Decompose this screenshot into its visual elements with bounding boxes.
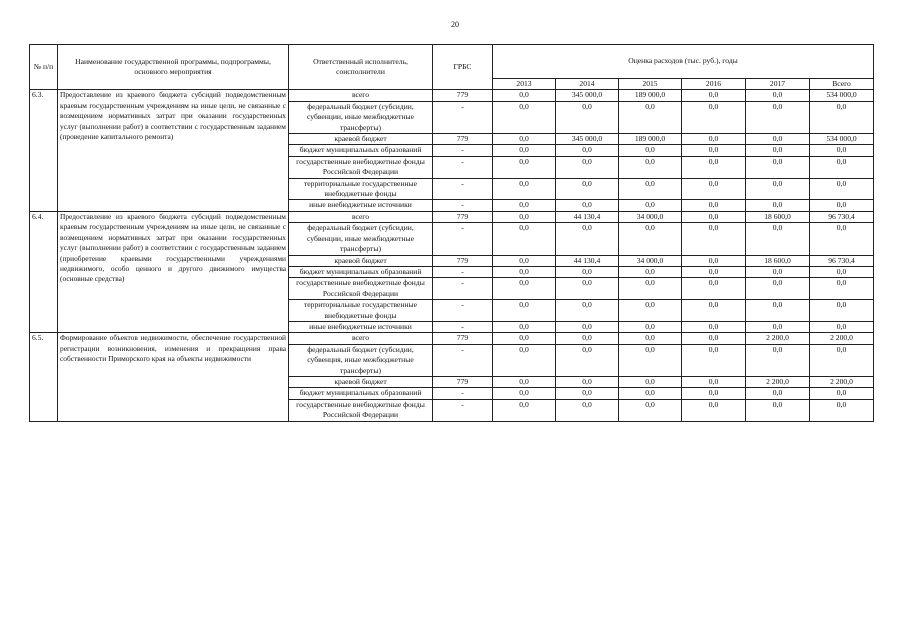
section-name: Предоставление из краевого бюджета субсидий подведомственным краевым государственным учреждениям на иные цели, не связанные с возмещением нормативных затрат при оказании государственных услуг (выполнении работ) в соответствии с государственным заданием (приобретение краевыми государственными учреждениями недвижимого, особо ценного и другого движимого имущества (основные средства) (58, 211, 289, 332)
year-value: 0,0 (619, 376, 682, 387)
total-value: 0,0 (810, 200, 874, 211)
total-value: 0,0 (810, 101, 874, 133)
header-year: 2014 (556, 79, 619, 90)
funding-source: федеральный бюджет (субсидии, субвенция, иные межбюджетные трансферты) (289, 344, 433, 376)
funding-source: территориальные государственные внебюджетные фонды (289, 300, 433, 322)
year-value: 0,0 (493, 278, 556, 300)
total-value: 534 000,0 (810, 134, 874, 145)
total-value: 0,0 (810, 178, 874, 200)
table-body (30, 90, 874, 421)
year-value: 0,0 (682, 278, 746, 300)
year-value: 0,0 (682, 90, 746, 101)
year-value: 0,0 (556, 156, 619, 178)
grbs-code: 779 (433, 376, 493, 387)
header-total: Всего (810, 79, 874, 90)
year-value: 18 600,0 (746, 211, 810, 222)
total-value: 0,0 (810, 278, 874, 300)
funding-source: краевой бюджет (289, 376, 433, 387)
funding-source: государственные внебюджетные фонды Российской Федерации (289, 156, 433, 178)
year-value: 0,0 (493, 321, 556, 332)
year-value: 0,0 (682, 101, 746, 133)
funding-source: иные внебюджетные источники (289, 200, 433, 211)
funding-source: бюджет муниципальных образований (289, 145, 433, 156)
year-value: 0,0 (493, 200, 556, 211)
year-value: 0,0 (746, 300, 810, 322)
year-value: 0,0 (746, 101, 810, 133)
funding-source: федеральный бюджет (субсидии, субвенции, иные межбюджетные трансферты) (289, 101, 433, 133)
year-value: 0,0 (619, 145, 682, 156)
year-value: 0,0 (556, 266, 619, 277)
year-value: 189 000,0 (619, 134, 682, 145)
funding-source: краевой бюджет (289, 255, 433, 266)
table-row (30, 211, 874, 222)
year-value: 0,0 (746, 90, 810, 101)
year-value: 0,0 (619, 344, 682, 376)
funding-source: федеральный бюджет (субсидии, субвенции, иные межбюджетные трансферты) (289, 223, 433, 255)
header-program-name: Наименование государственной программы, подпрограммы, основного мероприятия (58, 45, 289, 90)
year-value: 0,0 (619, 388, 682, 399)
total-value: 0,0 (810, 266, 874, 277)
year-value: 0,0 (682, 255, 746, 266)
funding-source: всего (289, 333, 433, 344)
year-value: 0,0 (493, 399, 556, 421)
year-value: 0,0 (746, 178, 810, 200)
total-value: 0,0 (810, 145, 874, 156)
year-value: 0,0 (746, 134, 810, 145)
year-value: 0,0 (682, 376, 746, 387)
total-value: 96 730,4 (810, 211, 874, 222)
section-number: 6.4. (30, 211, 58, 332)
year-value: 0,0 (619, 399, 682, 421)
table-row (30, 90, 874, 101)
year-value: 0,0 (619, 321, 682, 332)
year-value: 0,0 (556, 178, 619, 200)
year-value: 0,0 (556, 200, 619, 211)
year-value: 0,0 (493, 156, 556, 178)
page-number: 20 (451, 20, 459, 29)
year-value: 0,0 (619, 178, 682, 200)
total-value: 0,0 (810, 223, 874, 255)
funding-source: краевой бюджет (289, 134, 433, 145)
grbs-code: 779 (433, 134, 493, 145)
year-value: 0,0 (619, 333, 682, 344)
grbs-code: - (433, 321, 493, 332)
grbs-code: 779 (433, 211, 493, 222)
section-name: Предоставление из краевого бюджета субсидий подведомственным краевым государственным учреждениям на иные цели, не связанные с возмещением нормативных затрат при оказании государственных услуг (выполнении работ) в соответствии с государственным заданием (проведение капитального ремонта) (58, 90, 289, 211)
year-value: 0,0 (746, 200, 810, 211)
year-value: 0,0 (556, 376, 619, 387)
year-value: 0,0 (746, 278, 810, 300)
year-value: 0,0 (493, 266, 556, 277)
year-value: 34 000,0 (619, 255, 682, 266)
year-value: 0,0 (493, 101, 556, 133)
funding-source: бюджет муниципальных образований (289, 266, 433, 277)
total-value: 2 200,0 (810, 376, 874, 387)
year-value: 0,0 (556, 101, 619, 133)
year-value: 345 000,0 (556, 90, 619, 101)
grbs-code: 779 (433, 255, 493, 266)
section-name: Формирование объектов недвижимости, обеспечение государственной регистрации возникновения, изменения и прекращения права собственности Приморского края на объекты недвижимости (58, 333, 289, 421)
header-executor: Ответственный исполнитель, соисполнители (289, 45, 433, 90)
year-value: 0,0 (682, 178, 746, 200)
funding-source: всего (289, 90, 433, 101)
total-value: 0,0 (810, 300, 874, 322)
year-value: 44 130,4 (556, 211, 619, 222)
year-value: 0,0 (556, 399, 619, 421)
year-value: 0,0 (682, 333, 746, 344)
year-value: 0,0 (682, 145, 746, 156)
year-value: 0,0 (556, 321, 619, 332)
total-value: 2 200,0 (810, 333, 874, 344)
total-value: 0,0 (810, 321, 874, 332)
year-value: 0,0 (556, 344, 619, 376)
year-value: 0,0 (493, 388, 556, 399)
total-value: 0,0 (810, 344, 874, 376)
total-value: 0,0 (810, 399, 874, 421)
year-value: 0,0 (746, 399, 810, 421)
year-value: 0,0 (682, 211, 746, 222)
year-value: 34 000,0 (619, 211, 682, 222)
grbs-code: - (433, 223, 493, 255)
year-value: 2 200,0 (746, 333, 810, 344)
funding-source: государственные внебюджетные фонды Российской Федерации (289, 399, 433, 421)
grbs-code: - (433, 278, 493, 300)
year-value: 18 600,0 (746, 255, 810, 266)
year-value: 0,0 (493, 90, 556, 101)
year-value: 0,0 (619, 266, 682, 277)
year-value: 0,0 (556, 388, 619, 399)
year-value: 0,0 (493, 145, 556, 156)
total-value: 0,0 (810, 156, 874, 178)
year-value: 0,0 (619, 300, 682, 322)
year-value: 0,0 (682, 156, 746, 178)
total-value: 0,0 (810, 388, 874, 399)
year-value: 0,0 (556, 333, 619, 344)
grbs-code: - (433, 399, 493, 421)
year-value: 0,0 (493, 211, 556, 222)
year-value: 0,0 (746, 266, 810, 277)
year-value: 2 200,0 (746, 376, 810, 387)
year-value: 0,0 (619, 156, 682, 178)
funding-source: государственные внебюджетные фонды Российской Федерации (289, 278, 433, 300)
grbs-code: - (433, 200, 493, 211)
year-value: 0,0 (746, 156, 810, 178)
grbs-code: 779 (433, 90, 493, 101)
year-value: 0,0 (746, 321, 810, 332)
year-value: 0,0 (746, 388, 810, 399)
grbs-code: - (433, 178, 493, 200)
grbs-code: 779 (433, 333, 493, 344)
year-value: 0,0 (556, 223, 619, 255)
year-value: 0,0 (682, 266, 746, 277)
year-value: 0,0 (682, 321, 746, 332)
header-grbs: ГРБС (433, 45, 493, 90)
grbs-code: - (433, 344, 493, 376)
year-value: 0,0 (493, 134, 556, 145)
year-value: 0,0 (493, 344, 556, 376)
year-value: 0,0 (493, 333, 556, 344)
year-value: 0,0 (619, 278, 682, 300)
year-value: 0,0 (619, 200, 682, 211)
header-num: № п/п (30, 45, 58, 90)
header-year: 2017 (746, 79, 810, 90)
year-value: 0,0 (493, 178, 556, 200)
year-value: 0,0 (682, 388, 746, 399)
year-value: 0,0 (493, 300, 556, 322)
funding-source: иные внебюджетные источники (289, 321, 433, 332)
year-value: 0,0 (556, 145, 619, 156)
funding-source: бюджет муниципальных образований (289, 388, 433, 399)
header-year: 2016 (682, 79, 746, 90)
grbs-code: - (433, 300, 493, 322)
year-value: 0,0 (682, 344, 746, 376)
year-value: 0,0 (556, 278, 619, 300)
grbs-code: - (433, 388, 493, 399)
year-value: 44 130,4 (556, 255, 619, 266)
section-number: 6.5. (30, 333, 58, 421)
header-year: 2015 (619, 79, 682, 90)
year-value: 0,0 (682, 300, 746, 322)
year-value: 0,0 (493, 376, 556, 387)
year-value: 0,0 (556, 300, 619, 322)
year-value: 0,0 (682, 200, 746, 211)
year-value: 0,0 (619, 101, 682, 133)
funding-source: всего (289, 211, 433, 222)
header-estimate: Оценка расходов (тыс. руб.), годы (493, 45, 874, 79)
year-value: 0,0 (746, 223, 810, 255)
year-value: 0,0 (682, 134, 746, 145)
grbs-code: - (433, 266, 493, 277)
year-value: 0,0 (682, 399, 746, 421)
grbs-code: - (433, 101, 493, 133)
grbs-code: - (433, 145, 493, 156)
year-value: 189 000,0 (619, 90, 682, 101)
table-row (30, 333, 874, 344)
year-value: 0,0 (682, 223, 746, 255)
year-value: 0,0 (746, 145, 810, 156)
year-value: 345 000,0 (556, 134, 619, 145)
total-value: 96 730,4 (810, 255, 874, 266)
total-value: 534 000,0 (810, 90, 874, 101)
section-number: 6.3. (30, 90, 58, 211)
year-value: 0,0 (746, 344, 810, 376)
header-year: 2013 (493, 79, 556, 90)
year-value: 0,0 (493, 255, 556, 266)
budget-table (29, 44, 874, 422)
funding-source: территориальные государственные внебюджетные фонды (289, 178, 433, 200)
year-value: 0,0 (619, 223, 682, 255)
grbs-code: - (433, 156, 493, 178)
year-value: 0,0 (493, 223, 556, 255)
